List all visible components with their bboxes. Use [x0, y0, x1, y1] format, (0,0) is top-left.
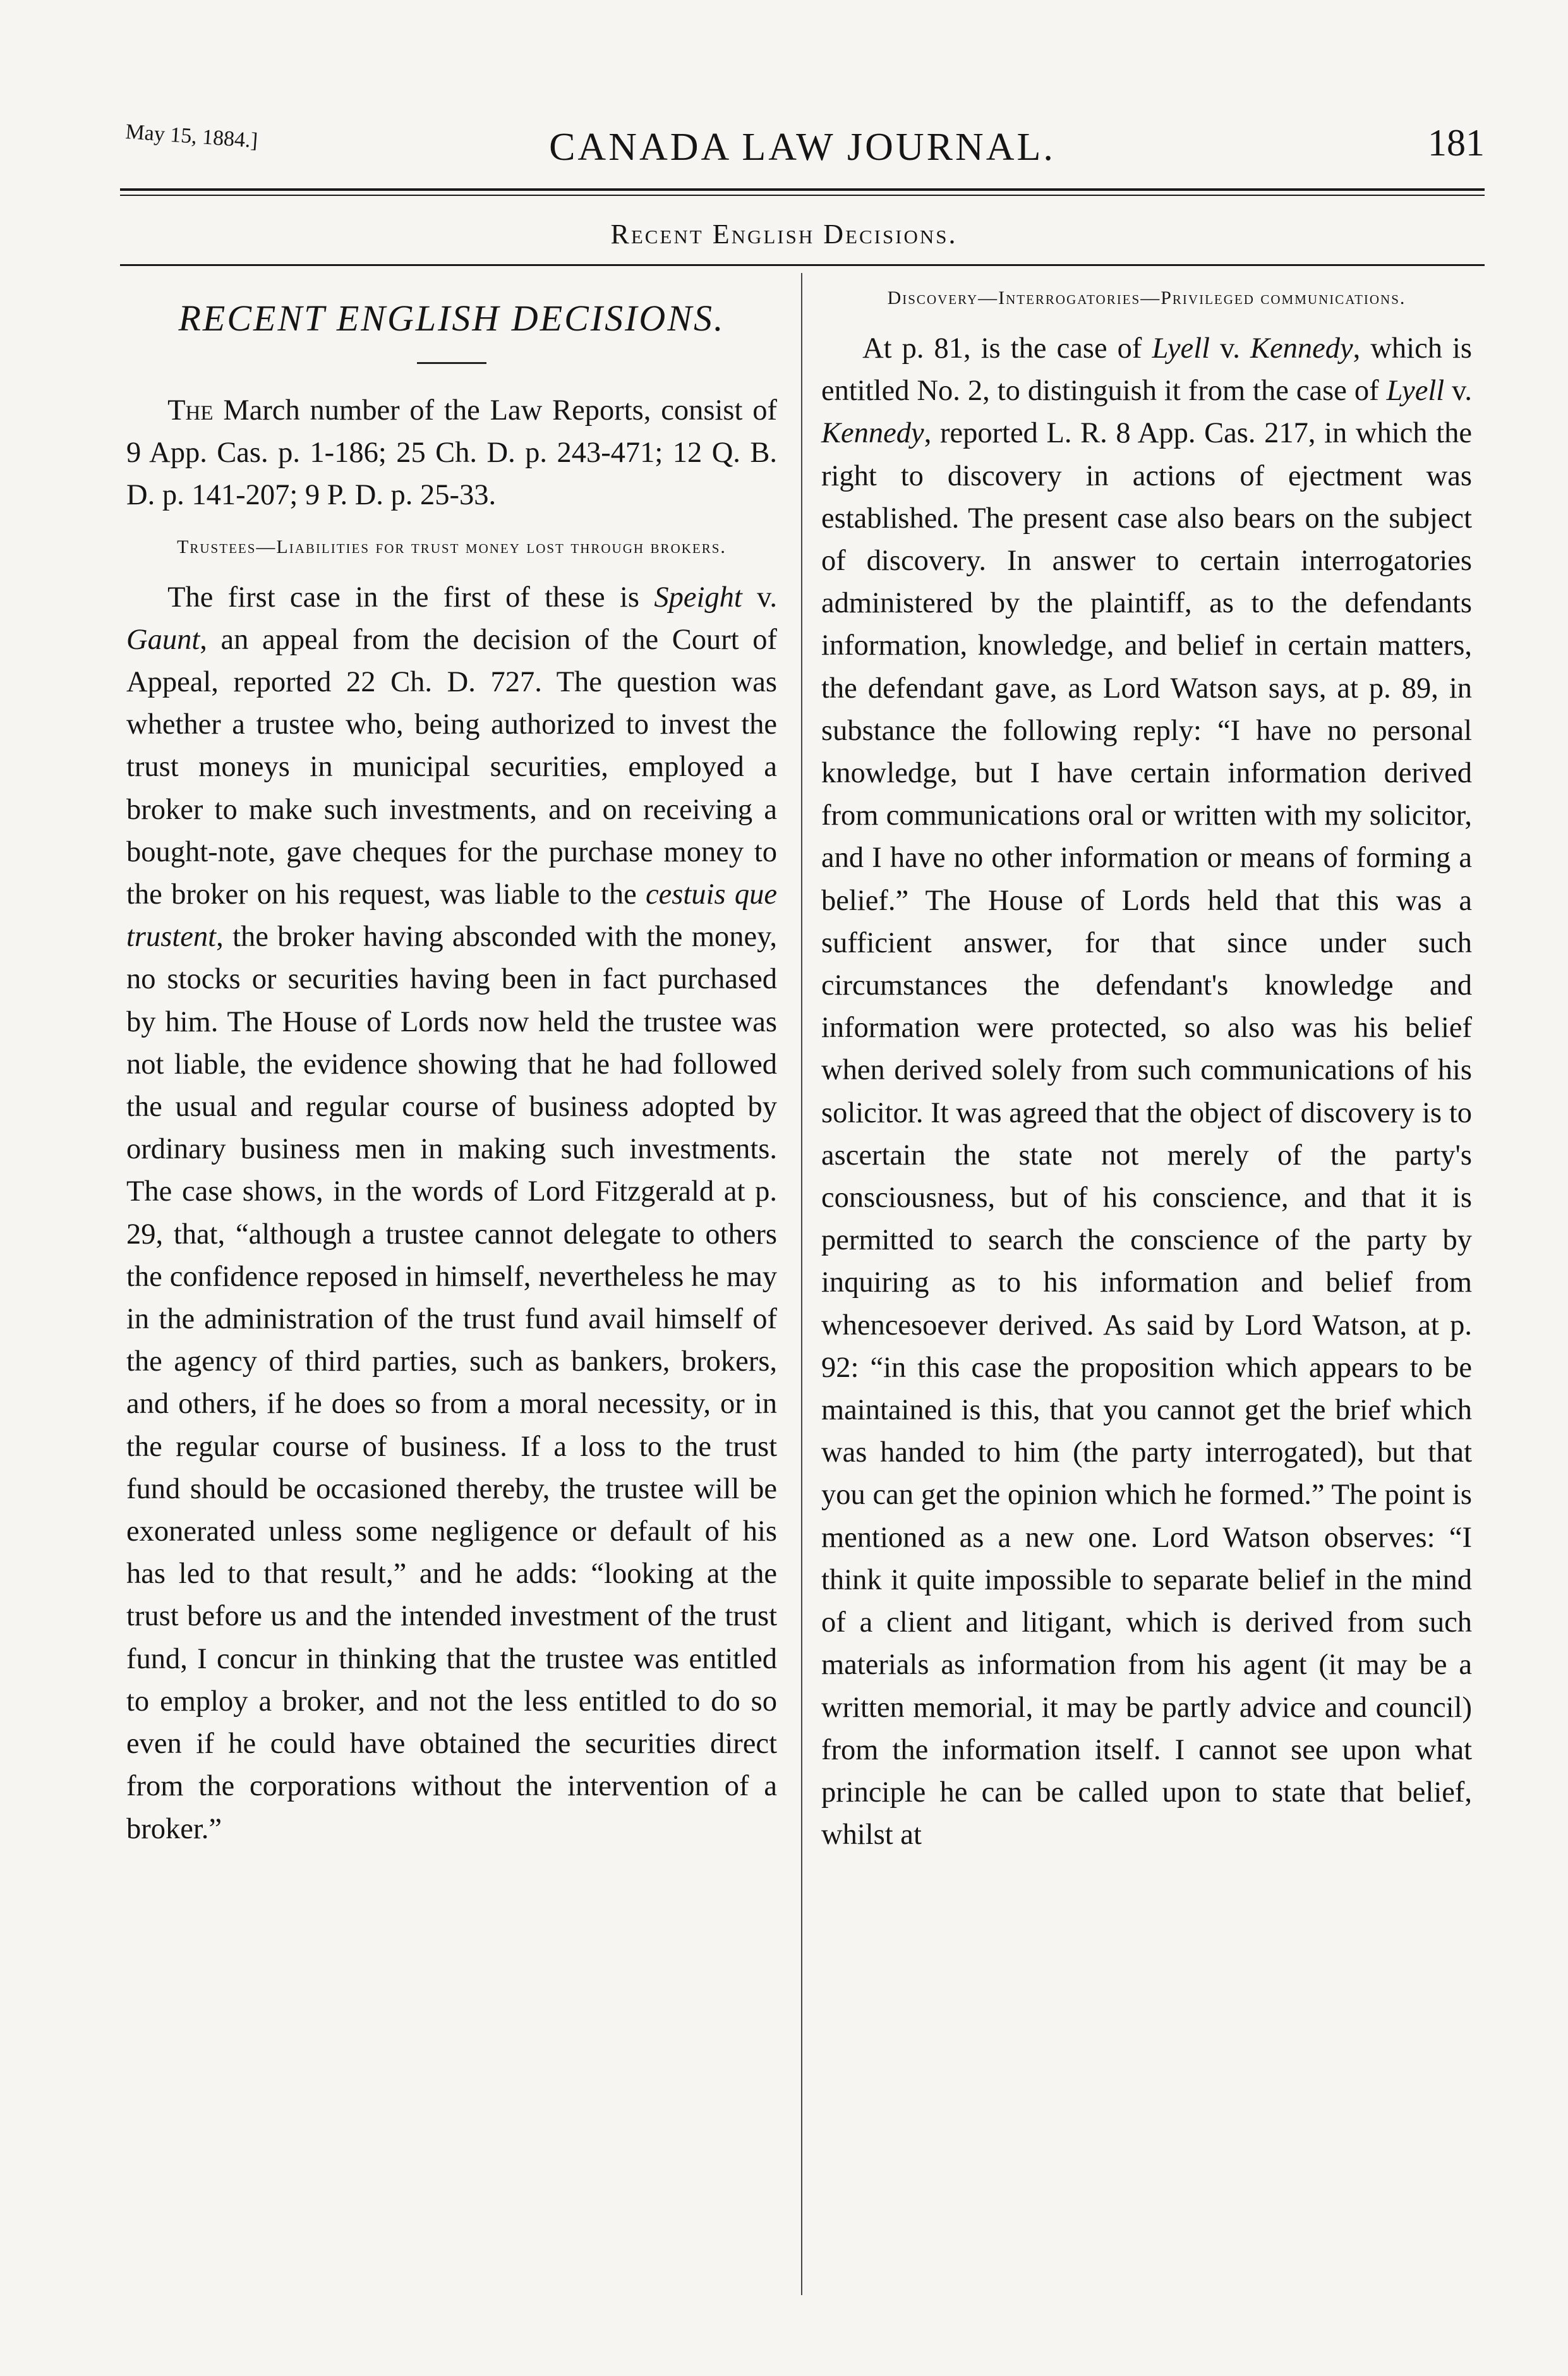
subhead-trustees: Trustees—Liabilities for trust money lost through brokers. [177, 536, 727, 557]
title-rule [417, 362, 486, 364]
text-run: v. [1444, 375, 1472, 408]
running-head [120, 95, 1485, 169]
body-paragraph-right [821, 327, 1472, 1856]
column-divider [801, 273, 802, 2295]
article-title: RECENT ENGLISH DECISIONS. [178, 298, 725, 339]
intro-text: March number of the Law Reports, consist of 9 App. Cas. p. 1-186; 25 Ch. D. p. 243-471; 12 Q. B. D. p. 141-207; 9 P. D. p. 25-33. [126, 394, 777, 512]
text-run: At p. 81, is the case of [862, 332, 1152, 365]
intro-paragraph [126, 389, 777, 517]
text-run: v. [742, 581, 778, 614]
italic-citation: Lyell [1386, 375, 1445, 408]
italic-citation: cestuis que trustent [126, 878, 778, 954]
italic-citation: Lyell [1152, 332, 1210, 365]
italic-citation: Gaunt [126, 623, 200, 656]
section-rule [120, 264, 1485, 266]
text-run: The first case in the first of these is [167, 581, 654, 614]
italic-citation: Speight [654, 581, 742, 614]
italic-citation: Kennedy [1250, 332, 1353, 365]
header-rule-thin [120, 195, 1485, 196]
text-run: , reported L. R. 8 App. Cas. 217, in which the right to discovery in actions of ejectment was established. The present case also bears on the subject of discovery. In answer to certain interrogatories administered by the plaintiff, as to the defendants information, knowledge, and belief in certain matters, the defendant gave, as Lord Watson says, at p. 89, in substance the following reply: “I have no personal knowledge, but I have certain information derived from communications oral or written with my solicitor, and I have no other information or means of forming a belief.” The House of Lords held that this was a sufficient answer, for that since under such circumstances the defendant's knowledge and information were protected, so also was his belief when derived solely from such communications of his solicitor. It was agreed that the object of discovery is to ascertain the state not merely of the party's consciousness, but of his conscience, and that it is permitted to search the conscience of the party by inquiring as to his information and belief from whencesoever derived. As said by Lord Watson, at p. 92: “in this case the proposition which appears to be maintained is this, that you cannot get the brief which was handed to him (the party interrogated), but that you can get the opinion which he formed.” The point is mentioned as a new one. Lord Watson observes: “I think it quite impossible to separate belief in the mind of a client and litigant, which is derived from such materials as information from his agent (it may be a written memorial, it may be partly advice and council) from the information itself. I cannot see upon what principle he can be called upon to state that belief, whilst at [821, 417, 1472, 1852]
text-run: , the broker having absconded with the money, no stocks or securities having been in fact purchased by him. The House of Lords now held the trustee was not liable, the evidence showing that he had followed the usual and regular course of business adopted by ordinary business men in making such investments. The case shows, in the words of Lord Fitzgerald at p. 29, that, “although a trustee cannot delegate to others the confidence reposed in himself, nevertheless he may in the administration of the trust fund avail himself of the agency of third parties, such as bankers, brokers, and others, if he does so from a moral necessity, or in the regular course of business. If a loss to the trust fund should be occasioned thereby, the trustee will be exonerated unless some negligence or default of his has led to that result,” and he adds: “looking at the trust before us and the intended investment of the trust fund, I concur in thinking that the trustee was entitled to employ a broker, and not the less entitled to do so even if he could have obtained the securities direct from the corporations without the intervention of a broker.” [126, 921, 777, 1845]
right-column [821, 284, 1472, 1856]
body-paragraph-left [126, 576, 777, 1850]
journal-title: CANADA LAW JOURNAL. [549, 126, 1056, 169]
subhead-discovery: Discovery—Interrogatories—Privileged communications. [887, 288, 1406, 308]
text-run: , which is entitled No. 2, to distinguish it from the case of [821, 332, 1473, 408]
italic-citation: Kennedy [821, 417, 924, 450]
section-title: Recent English Decisions. [610, 219, 958, 250]
issue-date: May 15, 1884.] [124, 120, 259, 153]
intro-lead: The [167, 394, 214, 427]
header-rule-thick [120, 188, 1485, 191]
text-run: , an appeal from the decision of the Court of Appeal, reported 22 Ch. D. 727. The question was whether a trustee who, being authorized to invest the trust moneys in municipal securities, employed a broker to make such investments, and on receiving a bought-note, gave cheques for the purchase money to the broker on his request, was liable to the [126, 623, 777, 911]
left-column [126, 284, 777, 1850]
page-number: 181 [1428, 122, 1485, 164]
text-run: v. [1210, 332, 1250, 365]
